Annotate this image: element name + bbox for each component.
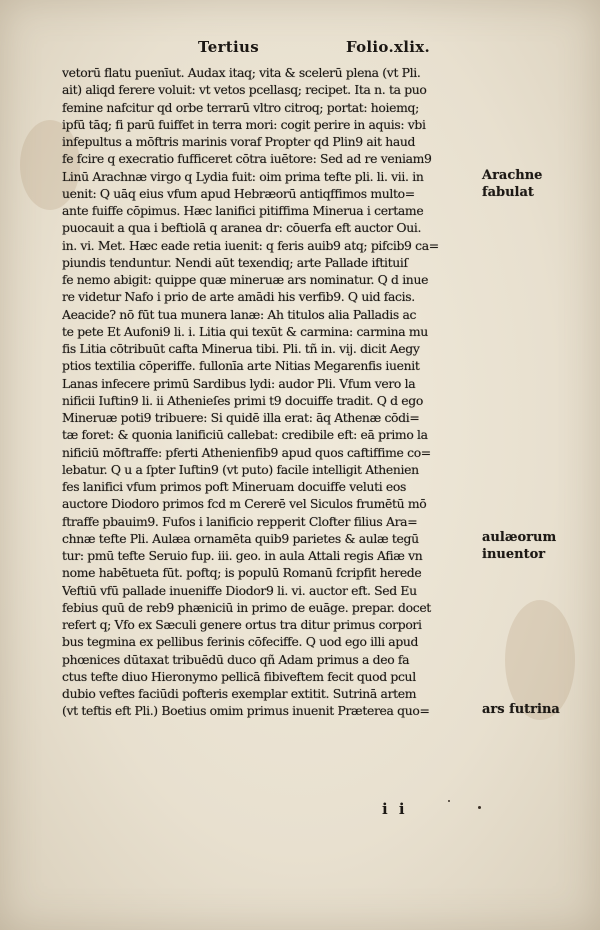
text-line: nome habētueta fūt. poftq; is populū Romanū fcripfit herede (62, 565, 422, 581)
text-line: puocauit a qua i beftiolā q aranea dr: cōuerfa eft auctor Oui. (62, 220, 422, 236)
text-line: febius quū de reb9 phæniciū in primo de euāge. prepar. docet (62, 599, 431, 615)
text-line: ante fuiffe cōpimus. Hæc lanifici pitiffima Minerua i certame (62, 203, 424, 218)
text-line: tæ foret: & quonia lanificiū callebat: credibile eft: eā primo la (62, 427, 428, 443)
text-line: Aeacide? nō fūt tua munera lanæ: Ah titulos alia Palladis ac (62, 306, 417, 322)
text-line: infepultus a mōftris marinis voraf Propter qd Plin9 ait haud (62, 134, 416, 149)
margin-note: Arachne (482, 167, 543, 183)
text-line: dubio veftes faciūdi pofteris exemplar extitit. Sutrinā artem (62, 686, 417, 701)
text-line: bus tegmina ex pellibus ferinis cōfeciffe. Q uod ego illi apud (62, 634, 419, 650)
text-line: Linū Arachnæ virgo q Lydia fuit: oim prima tefte pli. li. vii. in (62, 168, 424, 184)
ink-dot (478, 806, 481, 809)
text-line: ptios textilia cōperiffe. fullonīa arte Nitias Megarenfis iuenit (62, 358, 420, 374)
text-line: vetorū flatu puenīut. Audax itaq; vita & scelerū plena (vt Pli. (62, 65, 421, 80)
text-line: refert q; Vfo ex Sæculi genere ortus tra ditur primus corpori (62, 617, 422, 632)
text-line: ctus tefte diuo Hieronymo pellicā fibiveftem fecit quod pcul (62, 668, 416, 684)
text-line: in. vi. Met. Hæc eade retia iuenit: q feris auib9 atq; pifcib9 ca= (62, 237, 439, 253)
text-line: piundis tenduntur. Nendi aūt texendiq; arte Pallade iftituiſ (62, 254, 408, 270)
margin-note: ars futrina (482, 702, 560, 718)
text-line: fe nemo abigit: quippe quæ mineruæ ars nominatur. Q d inue (62, 272, 429, 287)
text-line: nificiū mōftraffe: pferti Athenienfib9 apud quos caftiffime co= (62, 444, 431, 460)
text-line: te pete Et Aufoni9 li. i. Litia qui texūt & carmina: carmina mu (62, 323, 428, 339)
text-line: fe fcire q execratio fufficeret cōtra iuētore: Sed ad re veniam9 (62, 151, 432, 167)
text-line: fis Litia cōtribuūt cafta Minerua tibi. Pli. tñ in. vij. dicit Aegy (62, 341, 420, 356)
text-line: chnæ tefte Pli. Aulæa ornamēta quib9 parietes & aulæ tegū (62, 530, 419, 546)
signature-mark: i i (382, 800, 408, 818)
margin-note: fabulat (482, 184, 534, 200)
text-line: nificii Iuftin9 li. ii Athenieſes primi t9 docuiffe tradit. Q d ego (62, 392, 423, 408)
ink-dot (448, 800, 450, 802)
text-line: auctore Diodoro primos fcd m Cererē vel Siculos frumētū mō (62, 496, 427, 512)
text-line: (vt teftis eft Pli.) Boetius omim primus inuenit Præterea quo= (62, 703, 430, 719)
text-line: tur: pmū tefte Seruio fup. iii. geo. in aula Attali regis Afiæ vn (62, 548, 423, 563)
body-text-block (62, 64, 486, 720)
text-line: Lanas infecere primū Sardibus lydi: audor Pli. Vfum vero la (62, 375, 416, 391)
text-line: lebatur. Q u a ſpter Iuftin9 (vt puto) facile intelligit Athenien (62, 461, 419, 477)
margin-note: aulæorum (482, 529, 557, 545)
text-line: Mineruæ poti9 tribuere: Si quidē illa erat: āq Athenæ cōdi= (62, 410, 420, 425)
text-line: fes lanifici vfum primos poft Mineruam docuiffe veluti eos (62, 479, 407, 494)
running-header-title: Tertius (198, 38, 259, 56)
margin-note: inuentor (482, 547, 546, 562)
text-line: femine nafcitur qd orbe terrarū vltro citroq; portat: hoiemq; (62, 99, 419, 115)
text-line: uenit: Q uāq eius vfum apud Hebræorū antiqffimos multo= (62, 185, 415, 201)
text-line: ipfū tāq; fi parū fuiffet in terra mori: cogit perire in aquis: vbi (62, 116, 426, 132)
folio-number: Folio.xlix. (346, 38, 430, 56)
text-line: ait) aliqd ferere voluit: vt vetos pcellasq; recipet. Ita n. ta puo (62, 82, 427, 98)
text-line: ftraffe pbauim9. Fufos i lanificio repperit Clofter filius Ara= (62, 513, 418, 529)
text-line: phœnices dūtaxat tribuēdū duco qñ Adam primus a deo fa (62, 651, 410, 667)
text-line: re videtur Nafo i prio de arte amādi his verfib9. Q uid facis. (62, 289, 415, 305)
text-line: Veftiū vfū pallade inueniffe Diodor9 li. vi. auctor eft. Sed Eu (62, 582, 417, 598)
